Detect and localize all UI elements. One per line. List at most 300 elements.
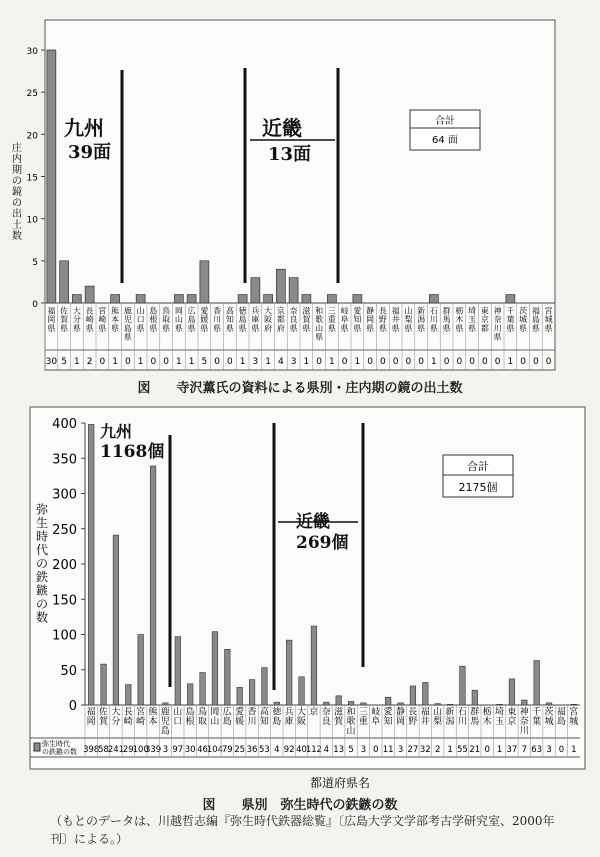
x-tick-label bbox=[519, 306, 527, 333]
svg-text:栃: 栃 bbox=[455, 306, 464, 316]
svg-text:県: 県 bbox=[506, 323, 515, 333]
svg-text:内: 内 bbox=[12, 154, 22, 165]
x-tick-label bbox=[341, 306, 349, 333]
svg-text:島: 島 bbox=[123, 323, 132, 333]
svg-text:城: 城 bbox=[569, 717, 579, 727]
svg-text:広: 広 bbox=[222, 707, 232, 718]
y-tick-label: 250 bbox=[52, 522, 77, 538]
bar bbox=[264, 295, 273, 303]
svg-text:京: 京 bbox=[480, 315, 489, 325]
bar bbox=[423, 682, 429, 705]
data-label: 37 bbox=[506, 745, 518, 755]
data-label: 0 bbox=[418, 357, 424, 367]
annotation-kinki-count: 269個 bbox=[296, 533, 349, 553]
x-tick-label bbox=[251, 306, 259, 333]
x-tick-label bbox=[359, 707, 368, 728]
svg-text:長: 長 bbox=[378, 306, 387, 316]
svg-text:鳥: 鳥 bbox=[162, 306, 171, 316]
bar bbox=[299, 677, 305, 705]
data-label: 3 bbox=[290, 357, 297, 367]
svg-text:歌: 歌 bbox=[315, 315, 324, 325]
x-tick-label bbox=[507, 706, 516, 728]
svg-text:県: 県 bbox=[225, 323, 234, 333]
svg-text:宮: 宮 bbox=[544, 306, 553, 316]
svg-text:島: 島 bbox=[238, 315, 247, 325]
svg-text:県: 県 bbox=[302, 323, 311, 333]
data-label: 7 bbox=[521, 745, 528, 755]
svg-text:県: 県 bbox=[111, 323, 120, 333]
x-tick-label bbox=[210, 707, 219, 728]
svg-text:土: 土 bbox=[12, 220, 22, 231]
svg-text:福: 福 bbox=[391, 306, 400, 316]
data-label: 1 bbox=[176, 357, 182, 367]
svg-text:福: 福 bbox=[420, 707, 430, 718]
bar bbox=[85, 286, 94, 303]
svg-text:兵: 兵 bbox=[251, 306, 260, 316]
svg-text:葉: 葉 bbox=[532, 717, 542, 727]
x-tick-label bbox=[188, 306, 196, 333]
data-label: 0 bbox=[163, 357, 169, 367]
bar bbox=[460, 666, 466, 705]
svg-text:県: 県 bbox=[136, 323, 145, 333]
svg-text:県: 県 bbox=[238, 323, 247, 333]
svg-text:庄: 庄 bbox=[12, 143, 22, 154]
bar bbox=[324, 702, 330, 705]
svg-text:知: 知 bbox=[353, 315, 362, 325]
svg-text:阜: 阜 bbox=[371, 717, 381, 727]
svg-text:県: 県 bbox=[174, 323, 183, 333]
svg-text:島: 島 bbox=[187, 315, 196, 325]
svg-text:崎: 崎 bbox=[98, 315, 107, 325]
y-tick-label: 30 bbox=[26, 47, 38, 57]
svg-text:弥: 弥 bbox=[35, 502, 49, 517]
bar bbox=[113, 535, 119, 705]
data-label: 0 bbox=[214, 357, 220, 367]
svg-text:島: 島 bbox=[531, 315, 540, 325]
x-tick-label bbox=[149, 306, 157, 333]
bar bbox=[302, 295, 311, 303]
svg-text:媛: 媛 bbox=[235, 717, 245, 727]
x-tick-label bbox=[366, 306, 374, 333]
svg-text:庫: 庫 bbox=[284, 717, 294, 727]
data-label: 21 bbox=[469, 745, 481, 755]
data-label: 3 bbox=[546, 745, 552, 755]
y-tick-label: 10 bbox=[26, 215, 38, 226]
svg-text:川: 川 bbox=[457, 717, 467, 727]
svg-text:埼: 埼 bbox=[495, 707, 505, 718]
x-axis-label: 都道府県名 bbox=[309, 776, 371, 790]
svg-text:川: 川 bbox=[519, 726, 529, 737]
data-label: 4 bbox=[274, 745, 280, 755]
data-label: 32 bbox=[419, 745, 431, 755]
series-legend-label: 弥生時代 bbox=[42, 740, 70, 748]
data-label: 2 bbox=[434, 745, 441, 755]
svg-text:三: 三 bbox=[358, 707, 368, 718]
data-label: 55 bbox=[457, 745, 468, 755]
svg-text:奈: 奈 bbox=[321, 707, 331, 718]
data-label: 1 bbox=[447, 745, 453, 755]
bar bbox=[187, 295, 196, 303]
data-label: 5 bbox=[61, 357, 67, 367]
svg-text:県: 県 bbox=[47, 323, 56, 333]
x-tick-label bbox=[73, 306, 81, 333]
bar bbox=[472, 690, 478, 705]
svg-text:岡: 岡 bbox=[47, 315, 56, 325]
svg-text:庫: 庫 bbox=[251, 315, 260, 325]
bar bbox=[274, 702, 280, 705]
bar bbox=[251, 278, 260, 303]
svg-text:城: 城 bbox=[544, 315, 553, 325]
svg-text:県: 県 bbox=[315, 332, 324, 342]
svg-text:茨: 茨 bbox=[544, 707, 554, 718]
svg-text:木: 木 bbox=[455, 315, 464, 325]
data-label: 1 bbox=[188, 357, 195, 367]
total-label: 合計 bbox=[467, 460, 489, 473]
svg-text:の: の bbox=[35, 597, 49, 611]
svg-text:梨: 梨 bbox=[404, 315, 413, 325]
svg-text:鉄: 鉄 bbox=[35, 570, 49, 584]
y-tick-label: 20 bbox=[26, 131, 38, 142]
x-tick-label bbox=[309, 706, 318, 718]
x-tick-label bbox=[223, 706, 232, 728]
x-tick-label bbox=[396, 706, 405, 728]
svg-text:栃: 栃 bbox=[482, 707, 492, 718]
bar bbox=[522, 700, 528, 705]
svg-text:京: 京 bbox=[507, 717, 517, 727]
svg-text:都: 都 bbox=[276, 315, 285, 325]
bar bbox=[237, 687, 243, 705]
svg-text:県: 県 bbox=[468, 323, 477, 333]
svg-text:出: 出 bbox=[12, 209, 22, 220]
svg-text:知: 知 bbox=[383, 717, 393, 727]
y-tick-label: 150 bbox=[52, 593, 77, 609]
svg-text:高: 高 bbox=[225, 306, 234, 316]
x-tick-label bbox=[239, 306, 248, 333]
data-label: 25 bbox=[234, 745, 246, 755]
x-tick-label bbox=[161, 706, 170, 737]
data-label: 0 bbox=[484, 745, 490, 755]
data-label: 0 bbox=[373, 745, 379, 755]
svg-text:都: 都 bbox=[480, 323, 489, 333]
data-label: 29 bbox=[122, 745, 134, 755]
x-tick-label bbox=[494, 306, 502, 342]
svg-text:静: 静 bbox=[396, 707, 406, 718]
svg-text:川: 川 bbox=[213, 315, 222, 325]
svg-text:岐: 岐 bbox=[371, 707, 381, 718]
total-value: 64 面 bbox=[432, 135, 458, 146]
svg-text:木: 木 bbox=[482, 717, 492, 727]
x-tick-label bbox=[446, 706, 455, 728]
svg-text:神: 神 bbox=[519, 707, 529, 718]
data-label: 13 bbox=[333, 745, 345, 755]
x-tick-label bbox=[285, 706, 294, 728]
data-label: 3 bbox=[360, 745, 367, 755]
data-label: 0 bbox=[545, 357, 552, 367]
svg-text:阜: 阜 bbox=[340, 315, 349, 325]
svg-text:県: 県 bbox=[187, 323, 196, 333]
annotation-kyushu-count: 1168個 bbox=[100, 442, 165, 462]
data-label: 0 bbox=[99, 357, 106, 367]
bar bbox=[88, 424, 94, 705]
svg-text:石: 石 bbox=[457, 707, 467, 718]
svg-text:佐: 佐 bbox=[60, 306, 69, 316]
svg-text:岡: 岡 bbox=[174, 306, 183, 316]
bar bbox=[212, 632, 218, 705]
bar bbox=[276, 269, 285, 303]
data-label: 0 bbox=[367, 357, 373, 367]
x-tick-label bbox=[315, 306, 323, 342]
data-label: 0 bbox=[520, 357, 526, 367]
svg-text:阪: 阪 bbox=[264, 315, 273, 325]
bar bbox=[262, 668, 268, 705]
bar bbox=[174, 295, 183, 303]
svg-text:神: 神 bbox=[493, 306, 502, 316]
svg-text:崎: 崎 bbox=[123, 717, 133, 727]
svg-text:取: 取 bbox=[162, 315, 171, 325]
x-tick-label bbox=[198, 706, 207, 728]
svg-text:愛: 愛 bbox=[383, 707, 393, 718]
svg-text:県: 県 bbox=[455, 323, 464, 333]
data-label: 3 bbox=[162, 745, 169, 755]
svg-text:良: 良 bbox=[289, 315, 298, 325]
data-label: 0 bbox=[150, 357, 157, 367]
bar bbox=[289, 278, 298, 303]
data-label: 0 bbox=[392, 357, 399, 367]
bar bbox=[327, 295, 336, 303]
svg-text:奈: 奈 bbox=[493, 315, 502, 325]
data-label: 0 bbox=[469, 357, 475, 367]
svg-text:県: 県 bbox=[72, 323, 81, 333]
x-tick-label bbox=[226, 306, 234, 333]
svg-text:本: 本 bbox=[111, 315, 120, 325]
svg-text:潟: 潟 bbox=[445, 717, 455, 727]
data-label: 0 bbox=[316, 357, 322, 367]
svg-text:島: 島 bbox=[222, 717, 232, 727]
svg-text:の: の bbox=[12, 198, 22, 209]
bar bbox=[385, 697, 391, 705]
data-label: 1 bbox=[431, 357, 437, 367]
svg-text:県: 県 bbox=[149, 323, 158, 333]
y-tick-label: 0 bbox=[68, 699, 77, 714]
y-tick-label: 25 bbox=[26, 89, 38, 100]
data-label: 0 bbox=[482, 357, 488, 367]
data-label: 0 bbox=[558, 745, 565, 755]
annotation-kinki: 近畿 bbox=[296, 512, 330, 532]
svg-text:府: 府 bbox=[276, 323, 285, 333]
bar bbox=[435, 704, 441, 705]
svg-text:県: 県 bbox=[366, 323, 375, 333]
bar bbox=[225, 649, 231, 705]
svg-text:県: 県 bbox=[340, 323, 349, 333]
svg-text:崎: 崎 bbox=[85, 315, 94, 325]
bar bbox=[311, 626, 317, 705]
data-label: 1 bbox=[507, 357, 514, 367]
x-tick-label bbox=[98, 306, 106, 333]
svg-text:福: 福 bbox=[531, 306, 540, 316]
svg-text:福: 福 bbox=[556, 707, 566, 718]
data-label: 104 bbox=[206, 745, 224, 755]
bar bbox=[136, 295, 145, 303]
data-label: 0 bbox=[125, 357, 131, 367]
svg-text:長: 長 bbox=[123, 707, 133, 718]
x-tick-label bbox=[569, 706, 578, 728]
data-label: 92 bbox=[283, 745, 295, 755]
x-tick-label bbox=[481, 306, 489, 333]
annotation-kyushu: 九州 bbox=[64, 116, 104, 140]
x-tick-label bbox=[213, 306, 221, 333]
svg-text:馬: 馬 bbox=[442, 315, 451, 325]
data-label: 1 bbox=[112, 357, 118, 367]
x-tick-label bbox=[235, 706, 244, 728]
svg-text:重: 重 bbox=[327, 315, 336, 325]
bar bbox=[175, 637, 181, 705]
x-tick-label bbox=[443, 307, 451, 333]
svg-text:山: 山 bbox=[174, 315, 183, 325]
svg-text:生: 生 bbox=[35, 516, 49, 530]
data-label: 30 bbox=[184, 745, 196, 755]
y-axis-label bbox=[36, 503, 49, 625]
bar bbox=[138, 635, 144, 706]
bar bbox=[249, 680, 255, 705]
y-tick-label: 200 bbox=[52, 558, 77, 573]
x-tick-label bbox=[557, 706, 566, 728]
svg-text:岡: 岡 bbox=[210, 707, 220, 718]
svg-text:徳: 徳 bbox=[272, 707, 282, 718]
svg-text:東: 東 bbox=[480, 306, 489, 316]
svg-text:賀: 賀 bbox=[60, 315, 69, 325]
svg-text:県: 県 bbox=[519, 323, 528, 333]
data-label: 63 bbox=[531, 745, 543, 755]
svg-text:分: 分 bbox=[111, 717, 121, 727]
svg-text:島: 島 bbox=[272, 717, 282, 727]
svg-text:川: 川 bbox=[247, 717, 257, 727]
svg-text:香: 香 bbox=[213, 306, 222, 316]
svg-text:山: 山 bbox=[136, 306, 145, 316]
x-tick-label bbox=[495, 706, 504, 728]
svg-text:時: 時 bbox=[35, 529, 49, 544]
bar bbox=[348, 701, 354, 705]
svg-text:分: 分 bbox=[72, 315, 81, 325]
data-label: 1 bbox=[303, 357, 310, 367]
bar bbox=[101, 664, 107, 705]
svg-text:奈: 奈 bbox=[519, 717, 529, 727]
svg-text:愛: 愛 bbox=[235, 707, 245, 718]
svg-text:新: 新 bbox=[445, 707, 455, 718]
x-tick-label bbox=[328, 307, 336, 333]
x-tick-label bbox=[86, 307, 94, 333]
bar bbox=[361, 703, 367, 705]
data-label: 5 bbox=[348, 745, 354, 755]
series-legend-swatch bbox=[34, 743, 40, 751]
svg-text:県: 県 bbox=[85, 323, 94, 333]
x-tick-label bbox=[111, 306, 120, 333]
svg-text:山: 山 bbox=[346, 726, 356, 737]
svg-text:香: 香 bbox=[247, 707, 257, 718]
svg-text:良: 良 bbox=[321, 717, 331, 727]
x-tick-label bbox=[458, 707, 467, 728]
x-tick-label bbox=[290, 306, 298, 333]
svg-text:梨: 梨 bbox=[433, 717, 443, 727]
bar bbox=[429, 295, 438, 303]
svg-text:宮: 宮 bbox=[136, 707, 146, 718]
bar bbox=[163, 703, 169, 705]
x-tick-label bbox=[175, 307, 183, 333]
svg-text:京: 京 bbox=[309, 707, 319, 718]
x-tick-label bbox=[408, 707, 417, 728]
svg-text:愛: 愛 bbox=[200, 306, 209, 316]
svg-text:歌: 歌 bbox=[346, 717, 356, 727]
x-tick-label bbox=[302, 306, 311, 333]
svg-text:兵: 兵 bbox=[284, 707, 294, 718]
svg-text:鹿: 鹿 bbox=[160, 707, 170, 718]
chart-iron-arrowheads bbox=[0, 405, 600, 800]
svg-text:石: 石 bbox=[429, 306, 438, 316]
svg-text:賀: 賀 bbox=[334, 717, 344, 727]
bar bbox=[497, 704, 503, 705]
svg-text:岡: 岡 bbox=[86, 717, 96, 727]
svg-text:長: 長 bbox=[408, 707, 418, 718]
data-label: 4 bbox=[323, 745, 330, 755]
x-tick-label bbox=[404, 306, 412, 333]
svg-text:鹿: 鹿 bbox=[123, 306, 132, 316]
svg-text:数: 数 bbox=[12, 231, 22, 242]
x-tick-label bbox=[124, 707, 133, 728]
x-tick-label bbox=[173, 706, 182, 728]
data-label: 5 bbox=[201, 357, 208, 367]
svg-text:熊: 熊 bbox=[148, 707, 158, 718]
svg-text:崎: 崎 bbox=[136, 717, 146, 727]
svg-text:阪: 阪 bbox=[297, 717, 307, 727]
svg-text:埼: 埼 bbox=[468, 306, 477, 316]
data-label: 30 bbox=[45, 357, 58, 367]
svg-text:期: 期 bbox=[12, 165, 22, 176]
data-label: 100 bbox=[132, 745, 149, 755]
svg-text:群: 群 bbox=[442, 306, 451, 316]
svg-text:島: 島 bbox=[149, 306, 158, 316]
data-label: 0 bbox=[380, 357, 386, 367]
data-label: 36 bbox=[246, 745, 258, 755]
svg-text:口: 口 bbox=[136, 315, 145, 325]
y-tick-label: 5 bbox=[32, 257, 38, 268]
svg-text:馬: 馬 bbox=[470, 717, 480, 727]
annotation-kyushu-count: 39面 bbox=[68, 142, 112, 163]
svg-text:熊: 熊 bbox=[111, 306, 120, 316]
svg-text:県: 県 bbox=[98, 323, 107, 333]
x-tick-label bbox=[264, 306, 272, 333]
bar bbox=[353, 295, 362, 303]
bar bbox=[72, 295, 81, 303]
svg-text:県: 県 bbox=[417, 323, 426, 333]
svg-text:児: 児 bbox=[160, 717, 170, 727]
svg-text:和: 和 bbox=[315, 306, 324, 316]
data-label: 2 bbox=[86, 357, 93, 367]
svg-text:滋: 滋 bbox=[302, 306, 311, 316]
data-label: 1 bbox=[571, 745, 577, 755]
annotation-kyushu: 九州 bbox=[100, 422, 133, 441]
x-tick-label bbox=[353, 306, 361, 333]
series-legend-label-2: の鉄鏃の数 bbox=[42, 748, 77, 756]
svg-text:県: 県 bbox=[378, 323, 387, 333]
x-tick-label bbox=[520, 706, 529, 737]
svg-text:徳: 徳 bbox=[238, 306, 247, 316]
x-tick-label bbox=[149, 706, 159, 728]
x-tick-label bbox=[334, 706, 344, 728]
svg-text:城: 城 bbox=[544, 717, 554, 727]
chart1-caption: 図 寺沢薫氏の資料による県別・庄内期の鏡の出土数 bbox=[137, 381, 463, 396]
data-label: 4 bbox=[278, 357, 284, 367]
svg-text:の: の bbox=[12, 176, 22, 187]
data-label: 398 bbox=[83, 745, 100, 755]
